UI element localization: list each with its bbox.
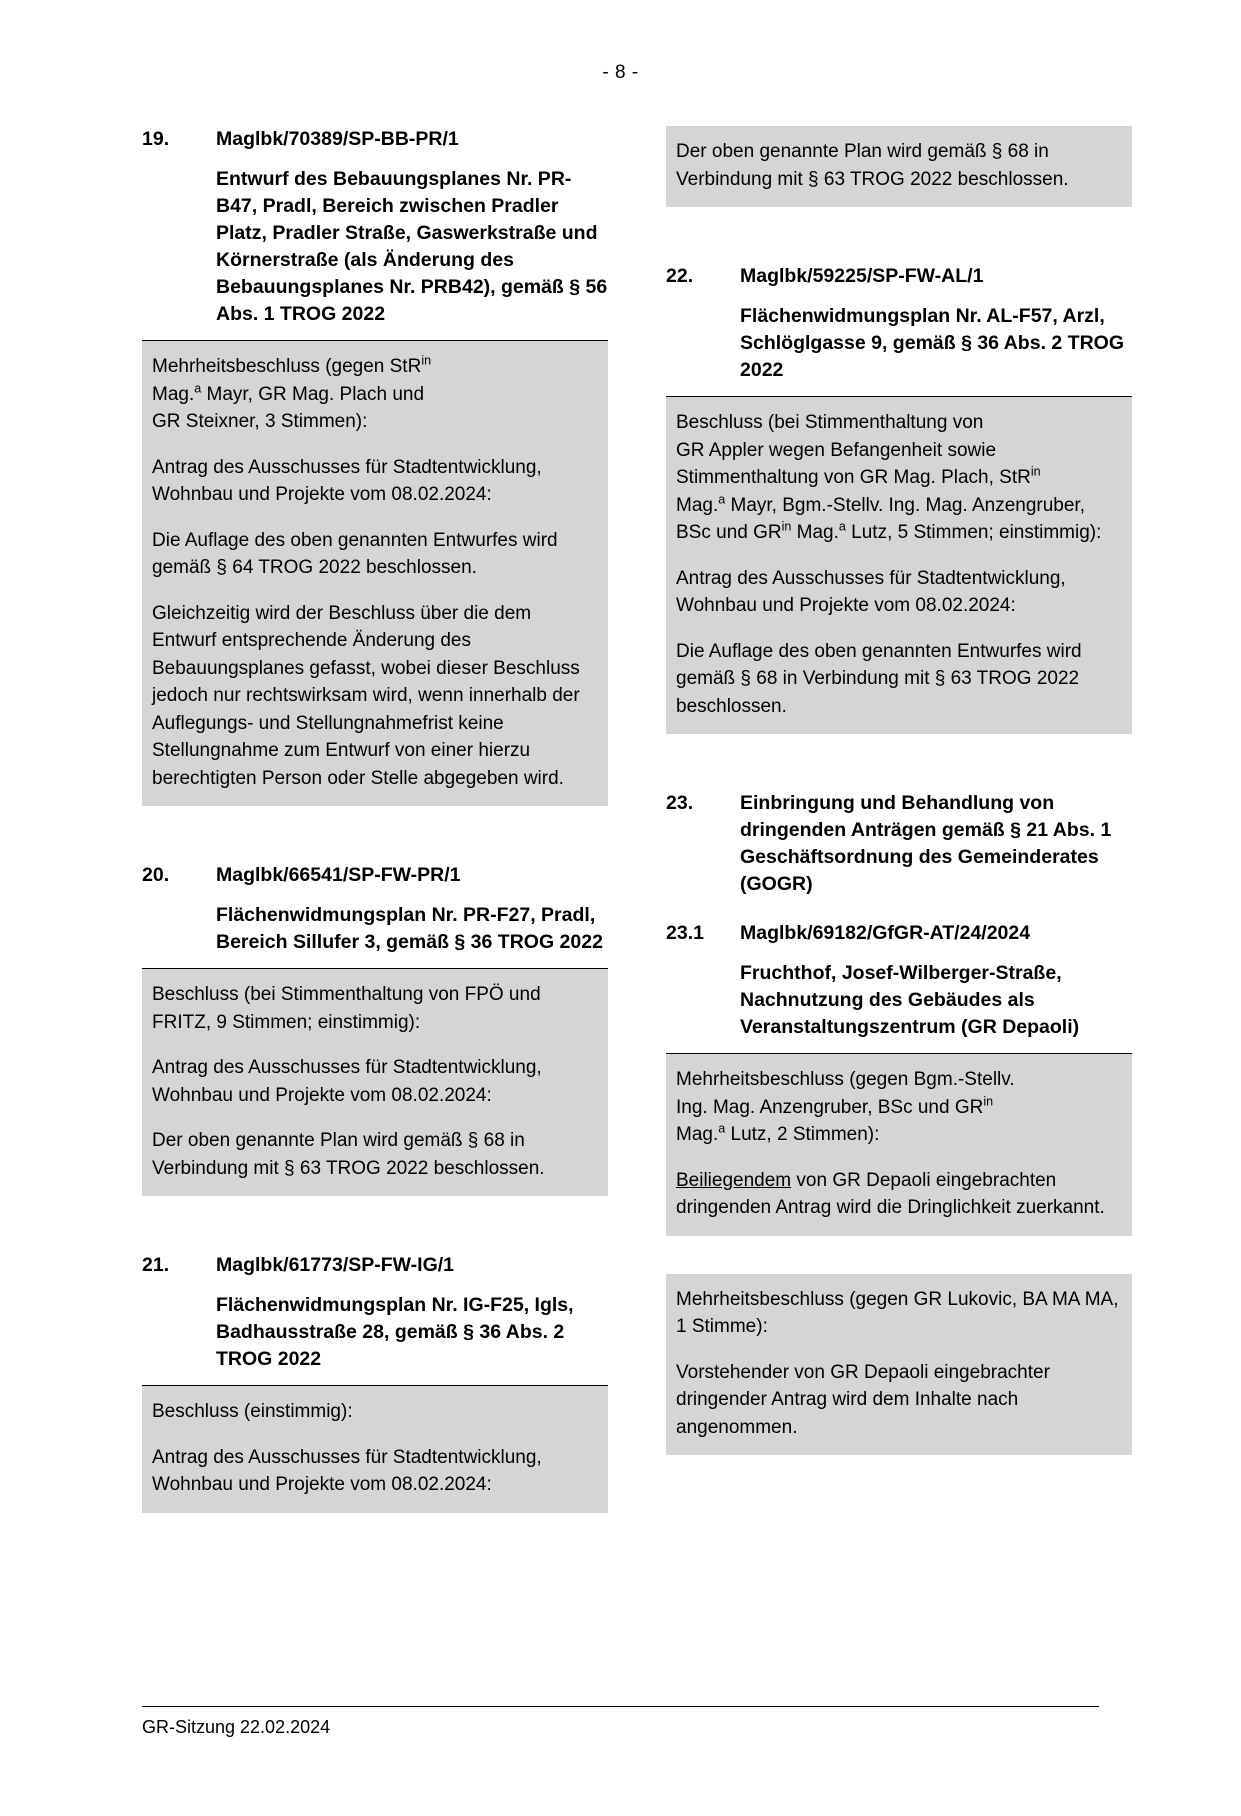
agenda-item-20-number: 20. (142, 864, 170, 886)
spacer (666, 207, 1132, 263)
resolution-paragraph: Beschluss (bei Stimmenthaltung von GR Appler wegen Befangenheit sowie Stimmenthaltung von GR Mag. Plach, StR$^{in}$ Mag.$^a$ Mayr, Bgm.-Stellv. Ing. Mag. Anzengruber, BSc und $GR^{in}$ Mag.$^a$ Lutz, 5 Stimmen; einstimmig): (676, 412, 1102, 543)
document-page (0, 62, 1241, 1816)
agenda-item-20-code: Maglbk/66541/SP-FW-PR/1 (216, 864, 461, 886)
agenda-item-22-title: Flächenwidmungsplan Nr. AL-F57, Arzl, Schlöglgasse 9, gemäß § 36 Abs. 2 TROG 2022 (740, 305, 1124, 381)
resolution-paragraph: Mehrheitsbeschluss (gegen GR Lukovic, BA MA MA, 1 Stimme): (676, 1288, 1119, 1337)
agenda-item-23-head (666, 790, 1132, 898)
agenda-item-19-title: Entwurf des Bebauungsplanes Nr. PR-B47, Pradl, Bereich zwischen Pradler Platz, Pradler Straße, Gaswerkstraße und Körnerstraße (als Änderung des Bebauungsplanes Nr. PRB42), gemäß § 56 Abs. 1 TROG 2022 (216, 168, 608, 325)
agenda-item-23-number: 23. (666, 792, 694, 814)
resolution-paragraph: Antrag des Ausschusses für Stadtentwicklung, Wohnbau und Projekte vom 08.02.2024: (152, 456, 542, 505)
resolution-paragraph: Der oben genannte Plan wird gemäß § 68 in Verbindung mit § 63 TROG 2022 beschlossen. (152, 1130, 545, 1179)
agenda-item-23-1 (666, 920, 1132, 1455)
resolution-paragraph: Vorstehender von GR Depaoli eingebrachter dringender Antrag wird dem Inhalte nach angenommen. (676, 1361, 1050, 1438)
right-column (666, 126, 1132, 1513)
agenda-item-21-number: 21. (142, 1254, 170, 1276)
agenda-item-21-title: Flächenwidmungsplan Nr. IG-F25, Igls, Badhausstraße 28, gemäß § 36 Abs. 2 TROG 2022 (216, 1294, 574, 1370)
agenda-item-22-resolution (666, 397, 1132, 734)
footer-divider (142, 1706, 1099, 1707)
two-column-layout (142, 126, 1124, 1513)
resolution-paragraph: Gleichzeitig wird der Beschluss über die dem Entwurf entsprechende Änderung des Bebauungsplanes gefasst, wobei dieser Beschluss jedoch nur rechtswirksam wird, wenn innerhalb der Auflegungs- und Stellungnahmefrist keine Stellungnahme zum Entwurf von einer hierzu berechtigten Person oder Stelle abgegeben wird. (152, 602, 580, 789)
agenda-item-23-1-number: 23.1 (666, 922, 704, 944)
spacer (666, 734, 1132, 790)
resolution-paragraph: Antrag des Ausschusses für Stadtentwicklung, Wohnbau und Projekte vom 08.02.2024: (152, 1446, 542, 1495)
agenda-item-20-resolution (142, 969, 608, 1196)
agenda-item-22-number: 22. (666, 265, 694, 287)
agenda-item-23-1-resolution-2 (666, 1274, 1132, 1456)
spacer (142, 1196, 608, 1252)
agenda-item-21-resolution-continued (666, 126, 1132, 207)
agenda-item-19-number: 19. (142, 128, 170, 150)
underlined-term: Beiliegendem (676, 1169, 792, 1191)
footer-text: GR-Sitzung 22.02.2024 (142, 1717, 331, 1737)
agenda-item-23-1-title: Fruchthof, Josef-Wilberger-Straße, Nachnutzung des Gebäudes als Veranstaltungszentrum (GR Depaoli) (740, 962, 1080, 1038)
agenda-item-20 (142, 862, 608, 1196)
page-number: - 8 - (602, 62, 639, 83)
resolution-paragraph: Der oben genannte Plan wird gemäß § 68 in Verbindung mit § 63 TROG 2022 beschlossen. (676, 141, 1069, 190)
resolution-text: von GR Depaoli eingebrachten dringenden Antrag wird die Dringlichkeit zuerkannt. (676, 1169, 1105, 1218)
resolution-paragraph: Beschluss (einstimmig): (152, 1401, 353, 1422)
resolution-paragraph: Mehrheitsbeschluss (gegen StR$^{in}$ Mag.$^a$ Mayr, GR Mag. Plach und GR Steixner, 3 Stimmen): (152, 353, 432, 432)
agenda-item-21-head (142, 1252, 608, 1279)
resolution-paragraph (676, 1167, 1122, 1222)
resolution-paragraph: Antrag des Ausschusses für Stadtentwicklung, Wohnbau und Projekte vom 08.02.2024: (676, 567, 1066, 616)
agenda-item-22 (666, 263, 1132, 734)
agenda-item-23-1-resolution-1 (666, 1054, 1132, 1236)
agenda-item-23-1-head (666, 920, 1132, 947)
agenda-item-20-title: Flächenwidmungsplan Nr. PR-F27, Pradl, Bereich Sillufer 3, gemäß § 36 TROG 2022 (216, 904, 603, 953)
agenda-item-22-head (666, 263, 1132, 290)
resolution-paragraph: Die Auflage des oben genannten Entwurfes wird gemäß § 68 in Verbindung mit § 63 TROG 2022 beschlossen. (676, 640, 1082, 717)
page-footer (142, 1706, 1099, 1738)
resolution-paragraph: Mehrheitsbeschluss (gegen Bgm.-Stellv. Ing. Mag. Anzengruber, BSc und $GR^{in}$ Mag.$^a$ Lutz, 2 Stimmen): (676, 1069, 1015, 1145)
spacer (666, 1236, 1132, 1274)
spacer (666, 898, 1132, 920)
agenda-item-23-1-code: Maglbk/69182/GfGR-AT/24/2024 (740, 922, 1031, 944)
agenda-item-19 (142, 126, 608, 806)
agenda-item-19-resolution (142, 341, 608, 806)
agenda-item-19-head (142, 126, 608, 153)
agenda-item-23 (666, 790, 1132, 898)
agenda-item-22-code: Maglbk/59225/SP-FW-AL/1 (740, 265, 984, 287)
agenda-item-21-code: Maglbk/61773/SP-FW-IG/1 (216, 1254, 455, 1276)
agenda-item-20-head (142, 862, 608, 889)
agenda-item-19-code: Maglbk/70389/SP-BB-PR/1 (216, 128, 459, 150)
agenda-item-21 (142, 1252, 608, 1513)
agenda-item-21-resolution (142, 1386, 608, 1513)
resolution-paragraph: Antrag des Ausschusses für Stadtentwicklung, Wohnbau und Projekte vom 08.02.2024: (152, 1057, 542, 1106)
resolution-paragraph: Die Auflage des oben genannten Entwurfes wird gemäß § 64 TROG 2022 beschlossen. (152, 529, 558, 578)
left-column (142, 126, 608, 1513)
agenda-item-23-title: Einbringung und Behandlung von dringenden Anträgen gemäß § 21 Abs. 1 Geschäftsordnung des Gemeinderates (GOGR) (740, 792, 1112, 895)
resolution-paragraph: Beschluss (bei Stimmenthaltung von FPÖ und FRITZ, 9 Stimmen; einstimmig): (152, 984, 541, 1033)
spacer (142, 806, 608, 862)
